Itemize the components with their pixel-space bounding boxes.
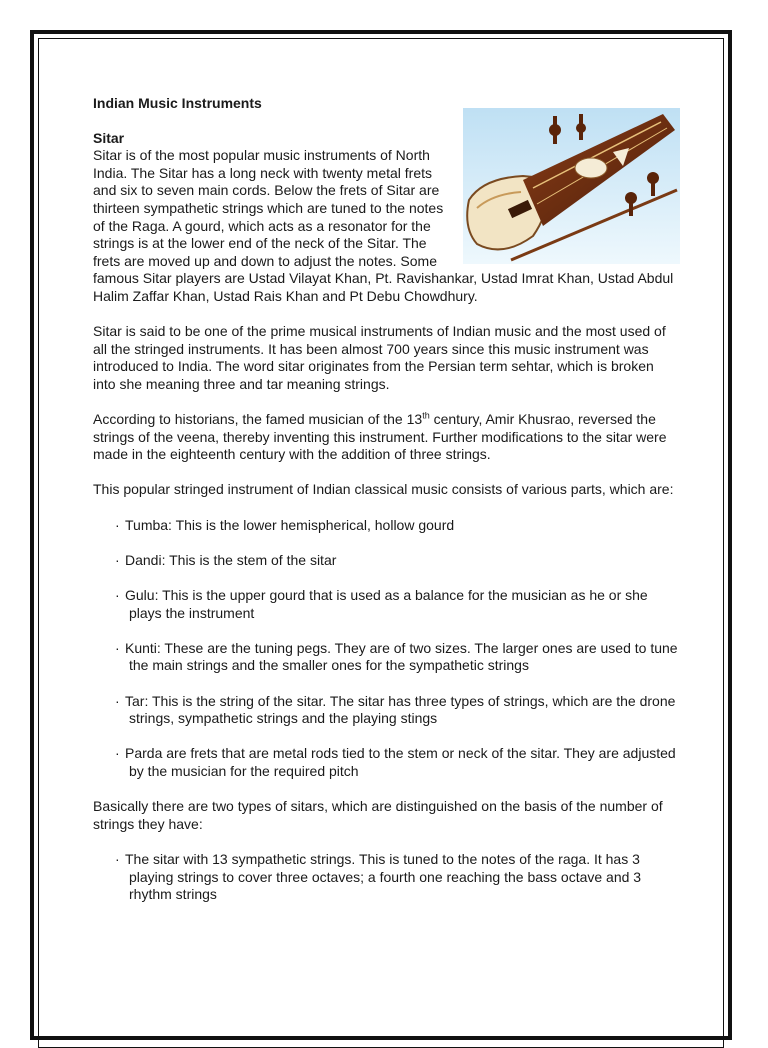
list-item-text: Gulu: This is the upper gourd that is used as a balance for the musician as he or she plays the instrument: [125, 587, 648, 621]
paragraph-history: [93, 411, 679, 464]
list-item-text: Tumba: This is the lower hemispherical, hollow gourd: [125, 516, 455, 533]
ordinal-suffix: th: [422, 410, 430, 421]
bullet-glyph: ·: [115, 639, 120, 656]
list-item: [115, 587, 679, 622]
list-item-text: Parda are frets that are metal rods tied to the stem or neck of the sitar. They are adjusted by the musician for the required pitch: [125, 745, 676, 779]
section-heading-sitar: Sitar: [93, 129, 125, 146]
types-list: [93, 851, 679, 904]
list-item: [115, 517, 679, 535]
paragraph-parts-intro: This popular stringed instrument of Indian classical music consists of various parts, which are:: [93, 481, 674, 498]
list-item: [115, 693, 679, 728]
sitar-image: [463, 108, 680, 264]
list-item-text: Dandi: This is the stem of the sitar: [125, 551, 337, 568]
bullet-glyph: ·: [115, 516, 120, 533]
bullet-glyph: ·: [115, 692, 120, 709]
bullet-glyph: ·: [115, 587, 120, 604]
intro-paragraph: Sitar is of the most popular music instruments of North India. The Sitar has a long neck with twenty metal frets and six to seven main cords. Below the frets of Sitar are thirteen sympathetic strings which are tuned to the notes of the Raga. A gourd, which acts as a resonator for the strings is at the lower end of the neck of the Sitar. The frets are moved up and down to adjust the notes. Some famous Sitar players are Ustad Vilayat Khan, Pt. Ravishankar, Ustad Imrat Khan, Ustad Abdul Halim Zaffar Khan, Ustad Rais Khan and Pt Debu Chowdhury.: [93, 147, 674, 304]
list-item-text: Tar: This is the string of the sitar. The sitar has three types of strings, which are the drone strings, sympathetic strings and the playing stings: [125, 692, 676, 727]
paragraph-types-intro: Basically there are two types of sitars, which are distinguished on the basis of the number of strings they have:: [93, 798, 663, 832]
list-item: [115, 640, 679, 675]
list-item: [115, 851, 679, 904]
sitar-illustration: [463, 108, 680, 264]
list-item-text: Kunti: These are the tuning pegs. They are of two sizes. The larger ones are used to tune the main strings and the smaller ones for the sympathetic strings: [125, 639, 678, 674]
bullet-glyph: ·: [115, 850, 120, 867]
list-item: [115, 552, 679, 570]
history-text-start: According to historians, the famed musician of the 13: [93, 411, 423, 428]
document-body: [93, 95, 679, 921]
list-item: [115, 745, 679, 780]
parts-list: [93, 517, 679, 781]
list-item-text: The sitar with 13 sympathetic strings. This is tuned to the notes of the raga. It has 3 playing strings to cover three octaves; a fourth one reaching the bass octave and 3 rhythm strings: [125, 850, 642, 903]
document-title: Indian Music Instruments: [93, 95, 262, 111]
bullet-glyph: ·: [115, 745, 120, 762]
history-text-end: century, Amir Khusrao, reversed the strings of the veena, thereby inventing this instrument. Further modifications to the sitar were made in the eighteenth century with the addition of three strings.: [93, 411, 667, 463]
bullet-glyph: ·: [115, 551, 120, 568]
paragraph-origin: Sitar is said to be one of the prime musical instruments of Indian music and the most used of all the stringed instruments. It has been almost 700 years since this music instrument was introduced to India. The word sitar originates from the Persian term sehtar, which is broken into she meaning three and tar meaning strings.: [93, 323, 666, 392]
